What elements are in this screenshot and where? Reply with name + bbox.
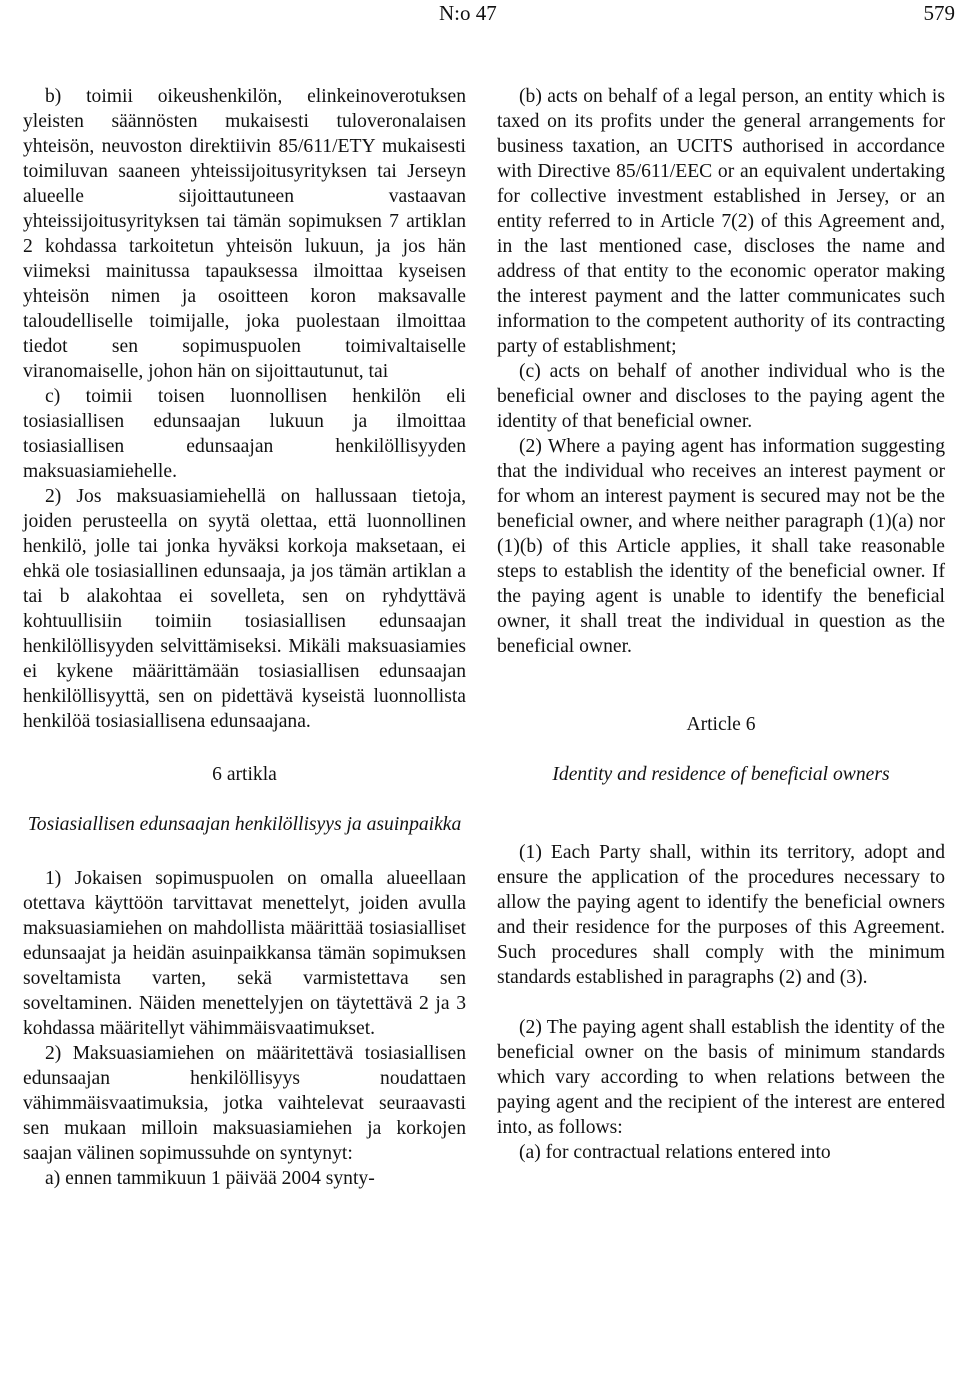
journal-number: N:o 47 (439, 1, 497, 25)
en-paragraph-b: (b) acts on behalf of a legal person, an entity which is taxed on its profits under the general arrangements for business taxation, an UCITS authorised in accordance with Directive 85/611/EEC or an equivalent undertaking for collective investment established in Jersey, or an entity referred to in Article 7(2) of this Agreement and, in the last mentioned case, discloses the name and address of that entity to the economic operator making the interest payment and the latter communicates such information to the competent authority of its contracting party of establishment; (497, 86, 945, 357)
fi-paragraph-2: 2) Jos maksuasiamiehellä on hallussaan tietoja, joiden perusteella on syytä olettaa, että luonnollinen henkilö, jolle tai jonka hyväksi korkoja maksetaan, ei ehkä ole tosiasiallinen edunsaaja, ja jos tämän artiklan a tai b alakohtaa ei sovelleta, sen on ryhdyttävä kohtuullisiin toimiin tosiasiallisen edunsaajan henkilöllisyyden selvittämiseksi. Mikäli maksuasiamies ei kykene määrittämään tosiasiallisen edunsaajan henkilöllisyyttä, sen on pidettävä kyseistä luonnollista henkilöä tosiasiallisena edunsaajana. (23, 486, 466, 732)
page-header (0, 0, 960, 28)
fi-article-heading: Tosiasiallisen edunsaajan henkilöllisyys ja asuinpaikka (27, 814, 462, 835)
en-paragraph-c: (c) acts on behalf of another individual who is the beneficial owner and discloses to the paying agent the identity of that beneficial owner. (497, 361, 945, 432)
en-paragraph-2: (2) Where a paying agent has information suggesting that the individual who receives an interest payment or for whom an interest payment is secured may not be the beneficial owner, and where neither paragraph (1)(a) nor (1)(b) of this Article applies, it shall take reasonable steps to establish the identity of the beneficial owner. If the paying agent is unable to identify the beneficial owner, it shall treat the individual in question as the beneficial owner. (497, 436, 945, 657)
en-art6-paragraph-1: (1) Each Party shall, within its territory, adopt and ensure the application of the procedures necessary to allow the paying agent to identify the beneficial owners and their residence for the purposes of this Agreement. Such procedures shall comply with the minimum standards established in paragraphs (2) and (3). (497, 842, 945, 988)
fi-article-title: 6 artikla (212, 764, 277, 785)
page-number: 579 (923, 1, 955, 25)
en-art6-paragraph-a: (a) for contractual relations entered into (519, 1142, 831, 1163)
en-art6-paragraph-2: (2) The paying agent shall establish the identity of the beneficial owner on the basis of minimum standards which vary according to when relations between the paying agent and the recipient of the interest are entered into, as follows: (497, 1017, 945, 1138)
en-article-title: Article 6 (686, 714, 756, 735)
fi-paragraph-c: c) toimii toisen luonnollisen henkilön eli tosiasiallisen edunsaajan lukuun ja ilmoittaa tosiasiallisen edunsaajan henkilöllisyyden maksuasiamiehelle. (23, 386, 466, 482)
fi-paragraph-b: b) toimii oikeushenkilön, elinkeinoverotuksen yleisten säännösten mukaisesti tuloveronalaisen yhteisön, neuvoston direktiivin 85/611/ETY mukaisesti toimiluvan saaneen yhteissijoitusyrityksen tai Jerseyn alueelle sijoittautuneen vastaavan yhteissijoitusyrityksen tai tämän sopimuksen 7 artiklan 2 kohdassa tarkoitetun yhteisön lukuun, ja jos hän viimeksi mainitussa tapauksessa ilmoittaa kyseisen yhteisön nimen ja osoitteen koron maksavalle taloudelliselle toimijalle, joka puolestaan ilmoittaa tiedot sen sopimuspuolen toimivaltaiselle viranomaiselle, johon hän on sijoittautunut, tai (23, 86, 466, 382)
fi-art6-paragraph-1: 1) Jokaisen sopimuspuolen on omalla alueellaan otettava käyttöön tarvittavat menettelyt, joiden avulla maksuasiamiehen on mahdollista määrittää tosiasialliset edunsaajat ja heidän asuinpaikkansa tämän sopimuksen soveltamista varten, sekä varmistettava sen soveltaminen. Näiden menettelyjen on täytettävä 2 ja 3 kohdassa määritellyt vähimmäisvaatimukset. (23, 868, 466, 1039)
en-article-heading: Identity and residence of beneficial owners (552, 764, 890, 785)
fi-art6-paragraph-2: 2) Maksuasiamiehen on määritettävä tosiasiallisen edunsaajan henkilöllisyys noudattaen vähimmäisvaatimuksia, jotka vaihtelevat seuraavasti sen mukaan milloin maksuasiamiehen ja korkojen saajan välinen sopimussuhde on syntynyt: (23, 1043, 466, 1164)
english-column (497, 84, 945, 1165)
finnish-column (23, 84, 466, 1191)
fi-art6-paragraph-a: a) ennen tammikuun 1 päivää 2004 synty- (45, 1168, 375, 1189)
